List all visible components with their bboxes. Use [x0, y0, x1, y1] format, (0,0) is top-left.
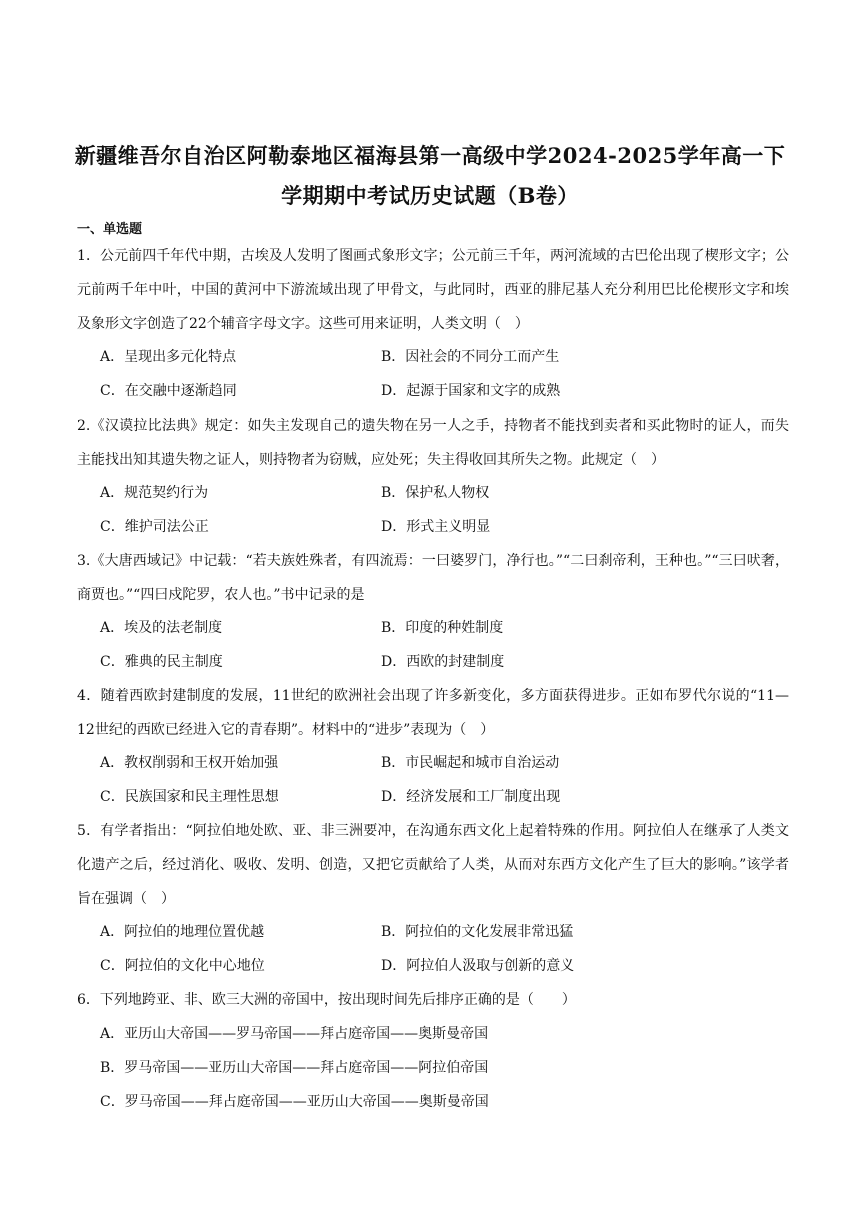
question-3-option-a[interactable]: A．埃及的法老制度 — [100, 620, 223, 636]
question-4-option-d[interactable]: D．经济发展和工厂制度出现 — [381, 789, 561, 805]
question-2-stem: 2.《汉谟拉比法典》规定：如失主发现自己的遗失物在另一人之手，持物者不能找到卖者和买此物时的证人，而失主能找出知其遗失物之证人，则持物者为窃贼，应处死；失主得收回其所失之物。此规定（ ） — [77, 418, 789, 468]
question-3-option-c[interactable]: C．雅典的民主制度 — [100, 654, 223, 670]
question-3-stem: 3.《大唐西域记》中记载：“若夫族姓殊者，有四流焉：一曰婆罗门，净行也。”“二曰刹帝利，王种也。”“三曰吠奢，商贾也。”“四曰戍陀罗，农人也。”书中记录的是 — [77, 553, 789, 603]
question-2-option-c[interactable]: C．维护司法公正 — [100, 519, 209, 535]
section-heading: 一、单选题 — [77, 222, 143, 237]
exam-title-line-2: 学期期中考试历史试题（B卷） — [281, 183, 579, 208]
question-2-option-d[interactable]: D．形式主义明显 — [381, 519, 491, 535]
question-6-option-a[interactable]: A．亚历山大帝国——罗马帝国——拜占庭帝国——奥斯曼帝国 — [100, 1026, 489, 1042]
question-4-option-b[interactable]: B．市民崛起和城市自治运动 — [381, 755, 560, 771]
question-3-option-d[interactable]: D．西欧的封建制度 — [381, 654, 505, 670]
question-4-option-c[interactable]: C．民族国家和民主理性思想 — [100, 789, 279, 805]
question-1-stem: 1．公元前四千年代中期，古埃及人发明了图画式象形文字；公元前三千年，两河流域的古巴伦出现了楔形文字；公元前两千年中叶，中国的黄河中下游流域出现了甲骨文，与此同时，西亚的腓尼基人充分利用巴比伦楔形文字和埃及象形文字创造了22个辅音字母文字。这些可用来证明，人类文明（ ） — [77, 248, 789, 332]
question-5-stem: 5．有学者指出：“阿拉伯地处欧、亚、非三洲要冲，在沟通东西文化上起着特殊的作用。阿拉伯人在继承了人类文化遗产之后，经过消化、吸收、发明、创造，又把它贡献给了人类，从而对东西方文化产生了巨大的影响。”该学者旨在强调（ ） — [77, 823, 789, 907]
question-5-option-b[interactable]: B．阿拉伯的文化发展非常迅猛 — [381, 924, 574, 940]
question-2-option-b[interactable]: B．保护私人物权 — [381, 485, 490, 501]
question-5-option-d[interactable]: D．阿拉伯人汲取与创新的意义 — [381, 958, 575, 974]
question-2-option-a[interactable]: A．规范契约行为 — [100, 485, 209, 501]
question-1-option-a[interactable]: A．呈现出多元化特点 — [100, 349, 237, 365]
question-3-option-b[interactable]: B．印度的种姓制度 — [381, 620, 504, 636]
question-6-option-c[interactable]: C．罗马帝国——拜占庭帝国——亚历山大帝国——奥斯曼帝国 — [100, 1094, 489, 1110]
question-4-stem: 4．随着西欧封建制度的发展，11世纪的欧洲社会出现了许多新变化，多方面获得进步。正如布罗代尔说的“11—12世纪的西欧已经进入它的青春期”。材料中的“进步”表现为（ ） — [77, 688, 789, 738]
question-1-option-d[interactable]: D．起源于国家和文字的成熟 — [381, 383, 561, 399]
question-5-option-a[interactable]: A．阿拉伯的地理位置优越 — [100, 924, 265, 940]
question-6-option-b[interactable]: B．罗马帝国——亚历山大帝国——拜占庭帝国——阿拉伯帝国 — [100, 1060, 489, 1076]
question-6-stem: 6．下列地跨亚、非、欧三大洲的帝国中，按出现时间先后排序正确的是（ ） — [77, 992, 576, 1008]
question-5-option-c[interactable]: C．阿拉伯的文化中心地位 — [100, 958, 265, 974]
exam-title-line-1: 新疆维吾尔自治区阿勒泰地区福海县第一高级中学2024-2025学年高一下 — [74, 143, 786, 168]
question-4-option-a[interactable]: A．教权削弱和王权开始加强 — [100, 755, 279, 771]
question-1-option-c[interactable]: C．在交融中逐渐趋同 — [100, 383, 237, 399]
question-1-option-b[interactable]: B．因社会的不同分工而产生 — [381, 349, 560, 365]
